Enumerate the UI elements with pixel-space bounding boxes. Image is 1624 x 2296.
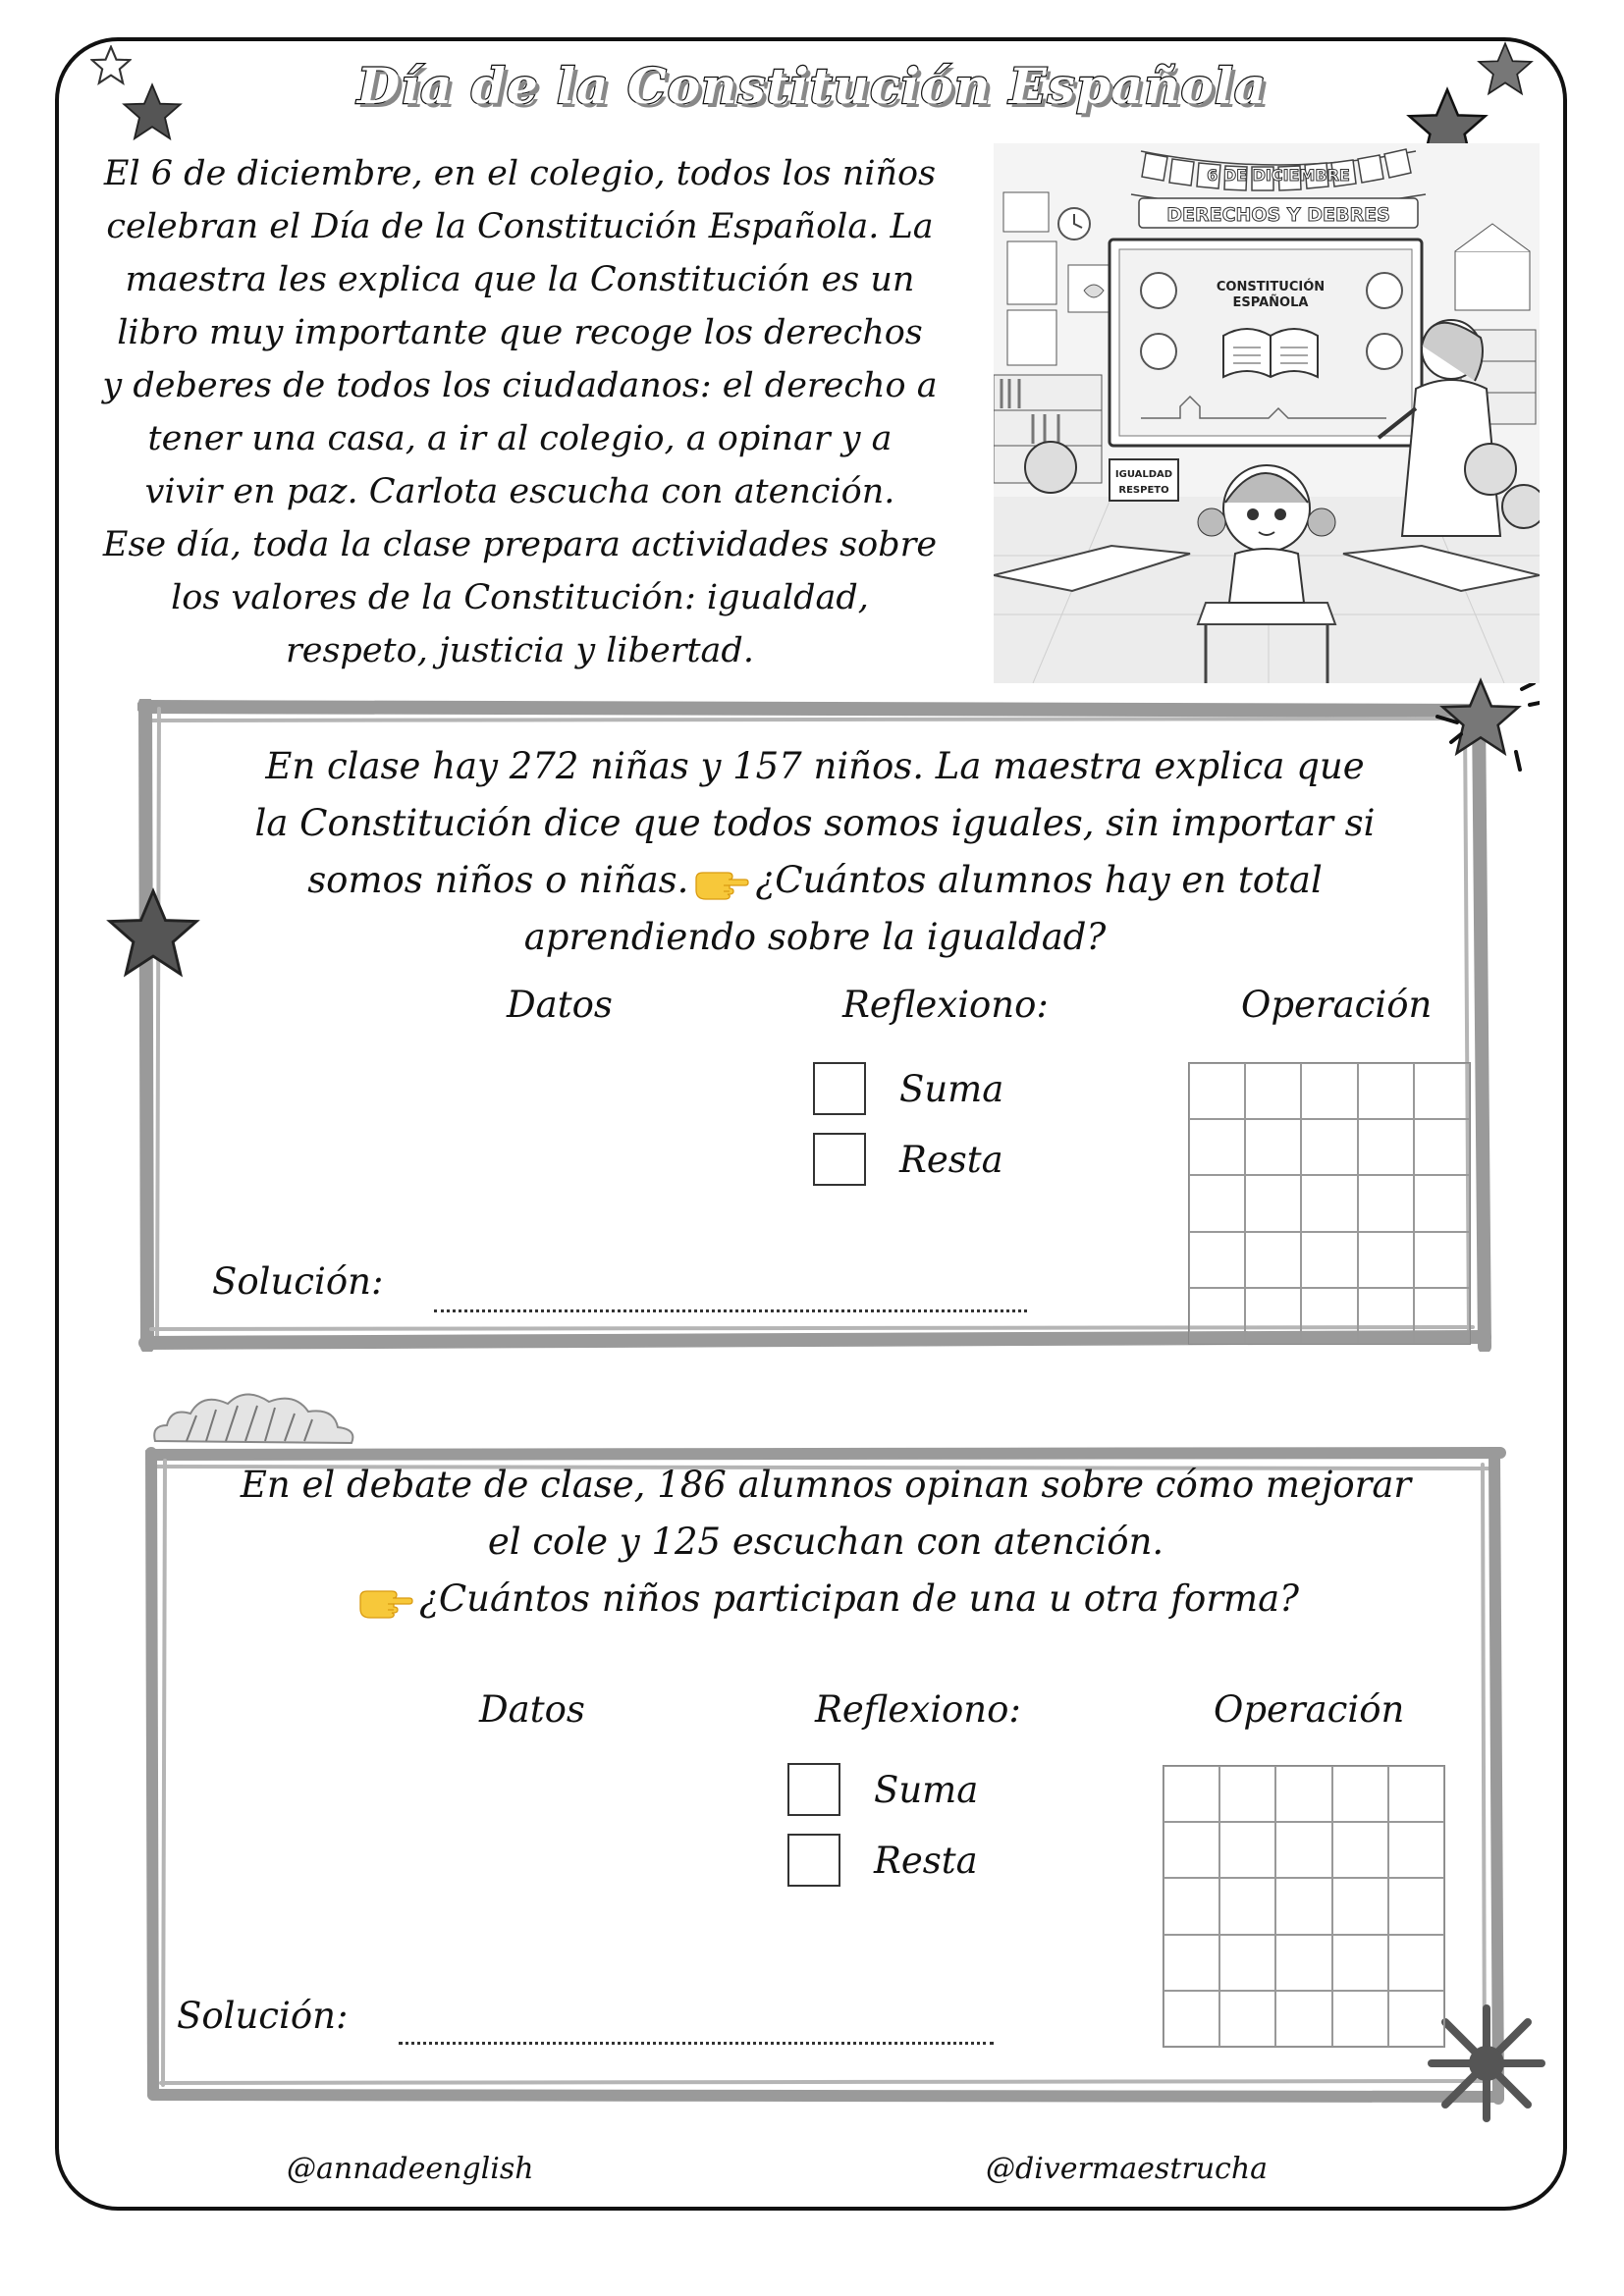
credit-left: @annadeenglish	[287, 2152, 534, 2186]
option-suma[interactable]	[787, 1763, 978, 1816]
datos-label: Datos	[479, 1688, 585, 1731]
problem-line: aprendiendo sobre la igualdad?	[523, 916, 1107, 958]
resta-checkbox[interactable]	[813, 1133, 866, 1186]
board-title-2: ESPAÑOLA	[1232, 295, 1309, 310]
problem-2-text	[145, 1457, 1506, 1628]
story-line: El 6 de diciembre, en el colegio, todos los niños	[103, 154, 937, 193]
problem-line: la Constitución dice que todos somos iguales, sin importar si	[254, 802, 1376, 844]
datos-label: Datos	[507, 984, 613, 1026]
resta-checkbox[interactable]	[787, 1834, 840, 1887]
option-suma[interactable]	[813, 1062, 1003, 1115]
problem-card-1	[137, 699, 1492, 1352]
pointing-hand-icon	[358, 1585, 413, 1619]
reflexiono-label: Reflexiono:	[815, 1688, 1021, 1731]
story-line: libro muy importante que recoge los derechos	[117, 313, 923, 352]
solution-answer-line[interactable]	[399, 2042, 994, 2045]
option-resta[interactable]	[813, 1133, 1003, 1186]
cloud-icon	[147, 1386, 361, 1447]
classroom-illustration	[994, 143, 1540, 683]
story-line: los valores de la Constitución: igualdad,	[171, 578, 869, 617]
sign-text-2: RESPETO	[1118, 485, 1169, 496]
pointing-hand-icon	[694, 867, 749, 900]
suma-label: Suma	[899, 1067, 1004, 1110]
board-title-1: CONSTITUCIÓN	[1216, 280, 1326, 294]
problem-line: En el debate de clase, 186 alumnos opinan sobre cómo mejorar	[240, 1464, 1412, 1506]
problem-line: ¿Cuántos alumnos hay en total	[755, 859, 1323, 901]
operation-grid[interactable]	[1188, 1062, 1471, 1345]
story-line: Ese día, toda la clase prepara actividades sobre	[102, 525, 938, 564]
story-text	[61, 147, 979, 677]
story-line: vivir en paz. Carlota escucha con atención.	[144, 472, 895, 511]
solucion-label: Solución:	[177, 1995, 349, 2037]
banner-top-text: 6 DE DICIEMBRE	[1207, 166, 1350, 185]
solucion-label: Solución:	[212, 1260, 384, 1303]
banner-bottom-text: DERECHOS Y DEBRES	[1166, 204, 1390, 226]
sign-text-1: IGUALDAD	[1114, 469, 1173, 480]
operacion-label: Operación	[1214, 1688, 1405, 1731]
problem-line: En clase hay 272 niñas y 157 niños. La maestra explica que	[265, 745, 1365, 787]
resta-label: Resta	[899, 1138, 1003, 1181]
solution-answer-line[interactable]	[434, 1309, 1027, 1312]
problem-card-2	[145, 1447, 1506, 2105]
problem-line: ¿Cuántos niños participan de una u otra forma?	[418, 1577, 1299, 1620]
story-line: respeto, justicia y libertad.	[286, 631, 754, 670]
credit-right: @divermaestrucha	[986, 2152, 1269, 2186]
suma-checkbox[interactable]	[787, 1763, 840, 1816]
option-resta[interactable]	[787, 1834, 978, 1887]
operacion-label: Operación	[1241, 984, 1433, 1026]
problem-line: el cole y 125 escuchan con atención.	[487, 1521, 1164, 1563]
suma-label: Suma	[874, 1768, 979, 1811]
story-line: y deberes de todos los ciudadanos: el derecho a	[102, 366, 938, 405]
resta-label: Resta	[874, 1839, 978, 1882]
story-line: tener una casa, a ir al colegio, a opinar y a	[147, 419, 893, 458]
story-line: maestra les explica que la Constitución es un	[125, 260, 915, 299]
operation-grid[interactable]	[1163, 1765, 1445, 2048]
suma-checkbox[interactable]	[813, 1062, 866, 1115]
problem-line: somos niños o niñas.	[307, 859, 689, 901]
reflexiono-label: Reflexiono:	[842, 984, 1049, 1026]
page-title: Día de la Constitución Española	[356, 57, 1268, 115]
story-line: celebran el Día de la Constitución Española. La	[106, 207, 934, 246]
problem-1-text	[137, 738, 1492, 966]
